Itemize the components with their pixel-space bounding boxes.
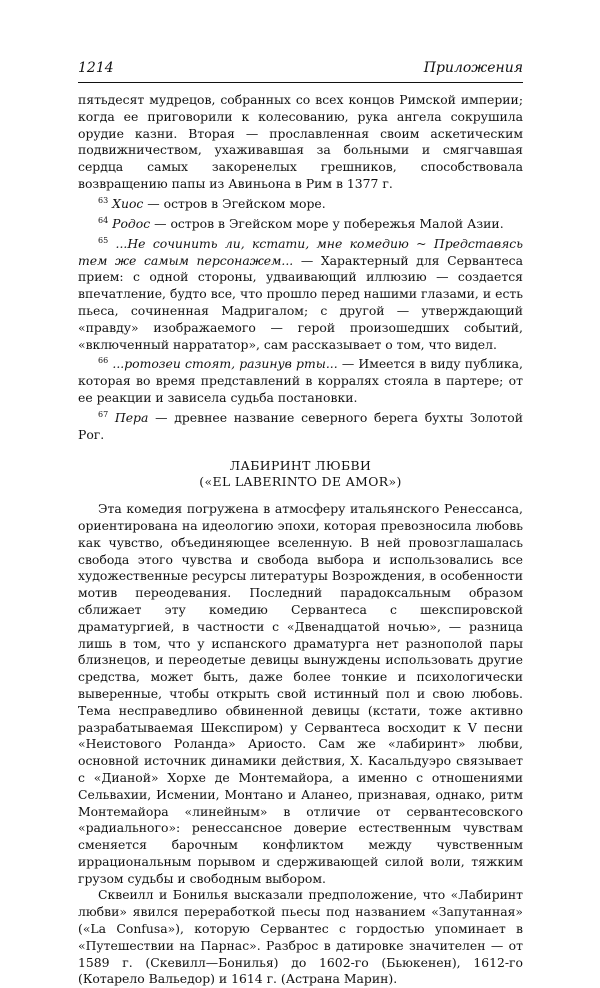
note-67 [78, 407, 523, 444]
header-rule [78, 82, 523, 83]
note-65 [78, 233, 523, 354]
body-paragraph: Эта комедия погружена в атмосферу итальянского Ренессанса, ориентирована на идеологию эпохи, которая превозносила любовь как чувство, объединяющее вселенную. В ней провозглашалась свобода этого чувства и свобода выбора и использовались все художественные ресурсы литературы Возрождения, в особенности мотив переодевания. Последний парадоксальным образом сближает эту комедию Сервантеса с шекспировской драматургией, в частности с «Двенадцатой ночью», — разница лишь в том, что у испанского драматурга нет разнополой пары близнецов, и переодетые девицы вынуждены использовать другие средства, может быть, даже более тонкие и психологически выверенные, чтобы открыть свой истинный пол и свою любовь. Тема несправедливо обвиненной девицы (кстати, тоже активно разрабатываемая Шекспиром) у Сервантеса восходит к V песни «Неистового Роланда» Ариосто. Сам же «лабиринт» любви, основной источник динамики действия, Х. Касальдуэро связывает с «Дианой» Хорхе де Монтемайора, а именно с отношениями Сельвахии, Исмении, Монтано и Аланео, признавая, однако, ритм Монтемайора «линейным» в отличие от сервантесовского «радиального»: ренессансное доверие естественным чувствам сменяется барочным конфликтом между чувственным иррациональным порывом и сдерживающей силой воли, тяжким грузом судьбы и свободным выбором. [78, 501, 523, 886]
note-number: 64 [98, 215, 109, 225]
page-number: 1214 [78, 60, 114, 76]
note-66 [78, 353, 523, 407]
note-text: — Характерный для Сервантеса прием: с одной стороны, удваивающий иллюзию — создается впечатление, будто все, что прошло перед нашими глазами, и есть пьеса, сочиненная Мадригалом; с другой — утверждающий «правду» изображаемого — герой произошедших событий, «включенный наррататор», сам рассказывает о том, что видел. [78, 252, 523, 352]
note-term: ...ротозеи стоят, разинув рты... [112, 356, 338, 372]
note-term: Пера [114, 409, 149, 425]
note-term: Хиос [112, 195, 144, 211]
note-term: Родос [112, 215, 151, 231]
note-number: 67 [98, 409, 109, 419]
spacer [78, 444, 523, 458]
note-text: — остров в Эгейском море у побережья Малой Азии. [150, 215, 504, 231]
body-paragraph: Сквеилл и Бонилья высказали предположение, что «Лабиринт любви» явился переработкой пьесы под названием «Запутанная» («La Confusa»), которую Сервантес с гордостью упоминает в «Путешествии на Парнас». Разброс в датировке значителен — от 1589 г. (Скевилл—Бонилья) до 1602-го (Бьюкенен), 1612-го (Котарело Вальедор) и 1614 г. (Астрана Марин). [78, 887, 523, 987]
running-title: Приложения [423, 60, 523, 76]
note-text: — древнее название северного берега бухты Золотой Рог. [78, 409, 523, 442]
page-header [78, 60, 523, 80]
note-number: 63 [98, 195, 109, 205]
page-body [78, 92, 523, 988]
note-continuation: пятьдесят мудрецов, собранных со всех концов Римской империи; когда ее приговорили к колесованию, рука ангела сокрушила орудие казни. Вторая — прославленная своим аскетическим подвижничеством, ухаживавшая за больными и смягчавшая сердца самых закоренелых грешников, способствовала возвращению папы из Авиньона в Рим в 1377 г. [78, 92, 523, 191]
note-number: 65 [98, 235, 109, 245]
spacer [78, 491, 523, 501]
note-63 [78, 193, 523, 213]
section-title: ЛАБИРИНТ ЛЮБВИ [229, 457, 372, 473]
note-term: ...Не сочинить ли, кстати, мне комедию ~ Представясь тем же самым персонажем... [78, 235, 523, 268]
note-64 [78, 213, 523, 233]
note-text: — Имеется в виду публика, которая во время представлений в корралях стояла в партере; от ее реакции и зависела судьба постановки. [78, 356, 523, 406]
note-number: 66 [98, 356, 109, 366]
section-subtitle: («EL LABERINTO DE AMOR») [199, 474, 402, 490]
note-text: — остров в Эгейском море. [143, 195, 326, 211]
